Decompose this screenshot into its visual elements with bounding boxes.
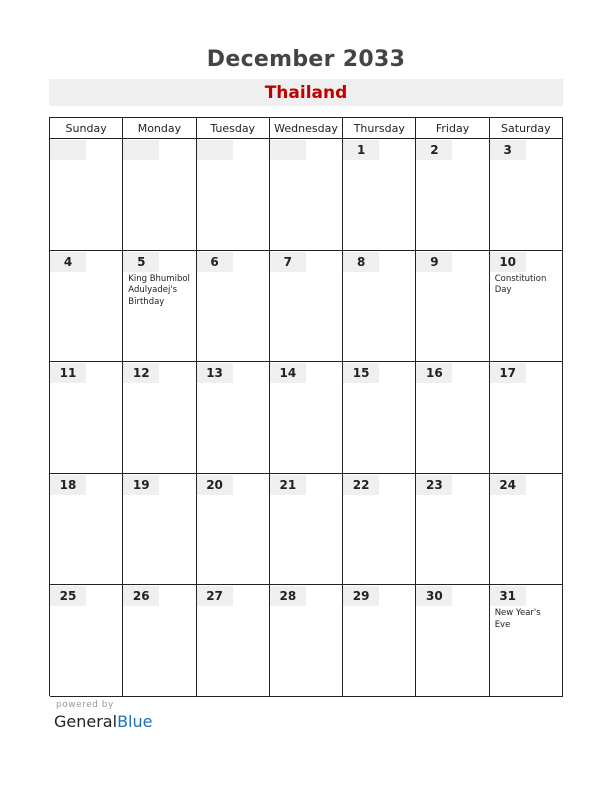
day-cell — [343, 585, 416, 697]
day-cell — [416, 362, 489, 474]
day-cell — [270, 474, 343, 586]
day-number: 19 — [123, 475, 159, 495]
day-cell — [416, 474, 489, 586]
day-cell — [197, 474, 270, 586]
week-row — [50, 474, 563, 586]
day-cell — [343, 362, 416, 474]
day-number: 29 — [343, 586, 379, 606]
powered-by-label: powered by — [56, 700, 114, 710]
day-cell — [123, 362, 196, 474]
day-number: 12 — [123, 363, 159, 383]
day-number: 16 — [416, 363, 452, 383]
day-number: 3 — [490, 140, 526, 160]
day-cell — [270, 139, 343, 251]
day-cell — [416, 139, 489, 251]
calendar-weeks — [50, 139, 563, 697]
day-cell — [197, 251, 270, 363]
day-number: 14 — [270, 363, 306, 383]
day-cell — [50, 251, 123, 363]
day-number: 15 — [343, 363, 379, 383]
country-banner — [49, 79, 563, 106]
day-number — [50, 140, 86, 160]
day-cell — [490, 251, 563, 363]
day-cell — [490, 362, 563, 474]
day-cell — [343, 139, 416, 251]
holiday-label: King Bhumibol Adulyadej's Birthday — [128, 273, 190, 307]
generalblue-logo — [54, 712, 152, 731]
weekday-monday: Monday — [123, 118, 196, 139]
day-cell — [197, 585, 270, 697]
day-number: 11 — [50, 363, 86, 383]
day-cell — [490, 139, 563, 251]
day-number: 30 — [416, 586, 452, 606]
calendar-grid — [49, 117, 563, 696]
day-cell — [416, 585, 489, 697]
day-number: 17 — [490, 363, 526, 383]
weekday-thursday: Thursday — [343, 118, 416, 139]
day-cell — [343, 474, 416, 586]
day-cell — [270, 251, 343, 363]
day-number: 28 — [270, 586, 306, 606]
day-cell — [50, 139, 123, 251]
day-number: 10 — [490, 252, 526, 272]
day-number: 4 — [50, 252, 86, 272]
day-number: 5 — [123, 252, 159, 272]
day-cell — [270, 362, 343, 474]
day-number: 13 — [197, 363, 233, 383]
day-cell — [197, 139, 270, 251]
day-number: 21 — [270, 475, 306, 495]
day-number: 6 — [197, 252, 233, 272]
day-number: 26 — [123, 586, 159, 606]
weekday-sunday: Sunday — [50, 118, 123, 139]
day-cell — [123, 251, 196, 363]
day-number: 7 — [270, 252, 306, 272]
day-cell — [123, 585, 196, 697]
brand-blue: Blue — [117, 712, 153, 731]
day-cell — [343, 251, 416, 363]
weekday-header-row — [50, 118, 563, 139]
country-name: Thailand — [264, 83, 348, 103]
day-cell — [490, 474, 563, 586]
weekday-tuesday: Tuesday — [197, 118, 270, 139]
day-number: 23 — [416, 475, 452, 495]
day-number: 25 — [50, 586, 86, 606]
day-cell — [50, 362, 123, 474]
page-title: December 2033 — [206, 47, 406, 72]
week-row — [50, 139, 563, 251]
day-cell — [490, 585, 563, 697]
holiday-label: New Year's Eve — [494, 608, 541, 630]
weekday-wednesday: Wednesday — [270, 118, 343, 139]
day-number — [123, 140, 159, 160]
weekday-saturday: Saturday — [490, 118, 563, 139]
day-cell — [197, 362, 270, 474]
day-number: 22 — [343, 475, 379, 495]
day-cell — [123, 139, 196, 251]
day-number — [197, 140, 233, 160]
day-number: 18 — [50, 475, 86, 495]
day-cell — [50, 474, 123, 586]
day-number: 31 — [490, 586, 526, 606]
week-row — [50, 251, 563, 363]
weekday-friday: Friday — [416, 118, 489, 139]
day-cell — [416, 251, 489, 363]
day-number: 8 — [343, 252, 379, 272]
day-cell — [270, 585, 343, 697]
day-cell — [50, 585, 123, 697]
day-number: 24 — [490, 475, 526, 495]
day-number — [270, 140, 306, 160]
day-number: 9 — [416, 252, 452, 272]
week-row — [50, 362, 563, 474]
day-number: 27 — [197, 586, 233, 606]
day-cell — [123, 474, 196, 586]
day-number: 1 — [343, 140, 379, 160]
holiday-label: Constitution Day — [494, 273, 547, 296]
brand-general: General — [54, 712, 118, 731]
week-row — [50, 585, 563, 697]
day-number: 20 — [197, 475, 233, 495]
day-number: 2 — [416, 140, 452, 160]
